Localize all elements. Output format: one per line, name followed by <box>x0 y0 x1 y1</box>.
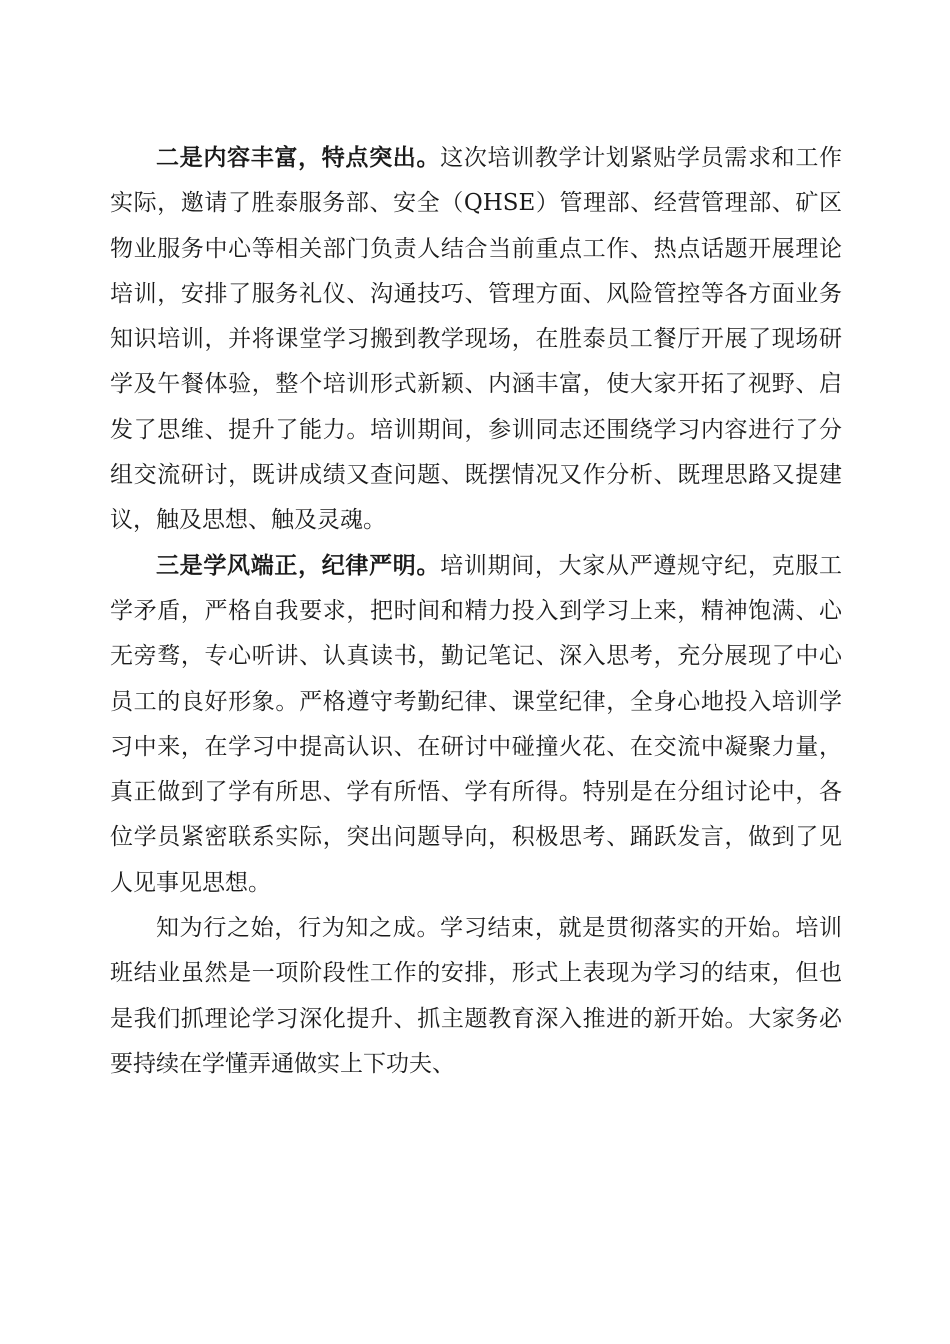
paragraph-conclusion <box>110 906 842 1087</box>
paragraph-lead-heading: 二是内容丰富，特点突出。 <box>156 145 441 171</box>
paragraph-body: 知为行之始，行为知之成。学习结束，就是贯彻落实的开始。培训班结业虽然是一项阶段性工作的安排，形式上表现为学习的结束，但也是我们抓理论学习深化提升、抓主题教育深入推进的新开始。大家务必要持续在学懂弄通做实上下功夫、 <box>110 915 842 1077</box>
paragraph-study-discipline <box>110 544 842 906</box>
document-page <box>110 136 842 1087</box>
paragraph-body: 这次培训教学计划紧贴学员需求和工作实际，邀请了胜泰服务部、安全（QHSE）管理部、经营管理部、矿区物业服务中心等相关部门负责人结合当前重点工作、热点话题开展理论培训，安排了服务礼仪、沟通技巧、管理方面、风险管控等各方面业务知识培训，并将课堂学习搬到教学现场，在胜泰员工餐厅开展了现场研学及午餐体验，整个培训形式新颖、内涵丰富，使大家开拓了视野、启发了思维、提升了能力。培训期间，参训同志还围绕学习内容进行了分组交流研讨，既讲成绩又查问题、既摆情况又作分析、既理思路又提建议，触及思想、触及灵魂。 <box>110 145 843 534</box>
paragraph-body: 培训期间，大家从严遵规守纪，克服工学矛盾，严格自我要求，把时间和精力投入到学习上来，精神饱满、心无旁骛，专心听讲、认真读书，勤记笔记、深入思考，充分展现了中心员工的良好形象。严格遵守考勤纪律、课堂纪律，全身心地投入培训学习中来，在学习中提高认识、在研讨中碰撞火花、在交流中凝聚力量，真正做到了学有所思、学有所悟、学有所得。特别是在分组讨论中，各位学员紧密联系实际，突出问题导向，积极思考、踊跃发言，做到了见人见事见思想。 <box>110 552 843 896</box>
paragraph-content-rich <box>110 136 842 544</box>
paragraph-lead-heading: 三是学风端正，纪律严明。 <box>156 552 441 579</box>
